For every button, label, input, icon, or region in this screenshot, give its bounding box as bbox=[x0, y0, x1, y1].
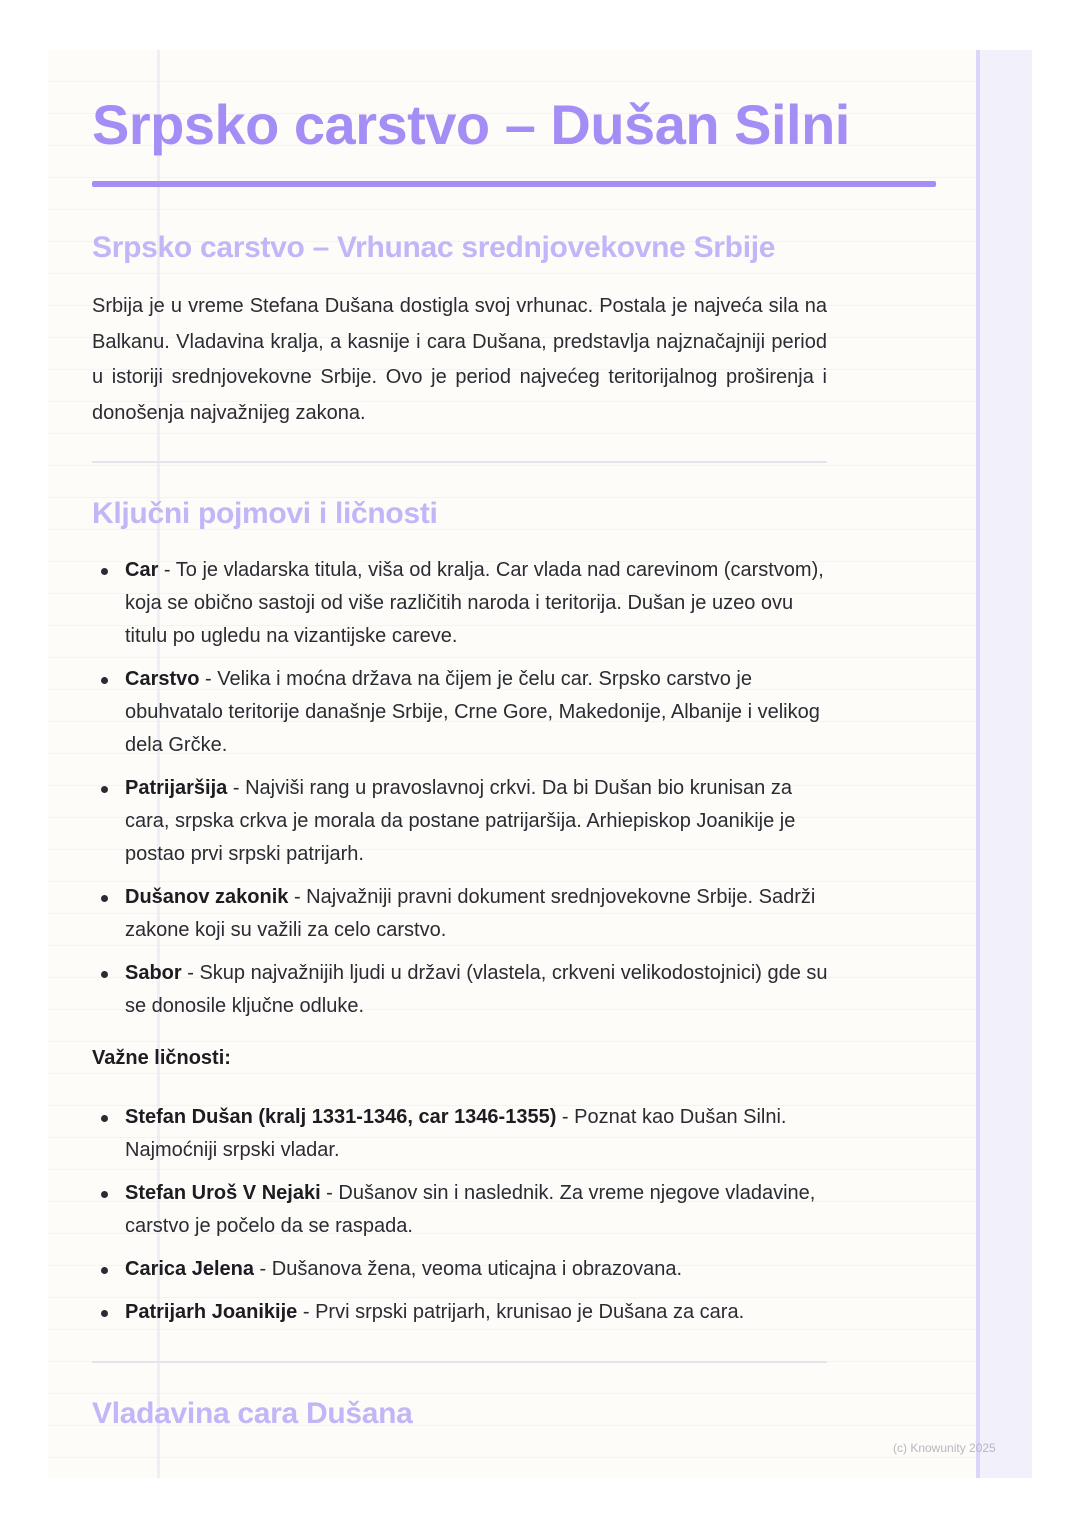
list-item bbox=[92, 881, 832, 947]
list-item-text: - Najviši rang u pravoslavnoj crkvi. Da bi Dušan bio krunisan za cara, srpska crkva je morala da postane patrijaršija. Arhiepiskop Joanikije je postao prvi srpski patrijarh. bbox=[125, 777, 796, 865]
list-item-text: - Skup najvažnijih ljudi u državi (vlastela, crkveni velikodostojnici) gde su se donosile ključne odluke. bbox=[125, 962, 828, 1017]
list-item-term: Patrijarh Joanikije bbox=[125, 1301, 298, 1323]
list-item-term: Sabor bbox=[125, 962, 182, 984]
list-item bbox=[92, 1101, 832, 1167]
people-subheading: Važne ličnosti: bbox=[92, 1047, 231, 1069]
section-heading-reign: Vladavina cara Dušana bbox=[92, 1397, 413, 1430]
page-title: Srpsko carstvo – Dušan Silni bbox=[92, 93, 850, 156]
list-item-text: - Poznat kao Dušan Silni. Najmoćniji srpski vladar. bbox=[125, 1106, 787, 1161]
list-item bbox=[92, 1253, 832, 1286]
section-heading-concepts: Ključni pojmovi i ličnosti bbox=[92, 497, 438, 530]
list-item-term: Carica Jelena bbox=[125, 1258, 254, 1280]
list-item bbox=[92, 554, 832, 653]
list-item-term: Stefan Dušan (kralj 1331-1346, car 1346-1355) bbox=[125, 1106, 557, 1128]
concepts-list bbox=[92, 554, 832, 1033]
right-page-edge bbox=[976, 50, 1032, 1478]
list-item-term: Dušanov zakonik bbox=[125, 886, 289, 908]
list-item-text: - Prvi srpski patrijarh, krunisao je Dušana za cara. bbox=[297, 1301, 745, 1323]
section-divider bbox=[92, 1361, 827, 1363]
copyright-footer: (c) Knowunity 2025 bbox=[893, 1441, 996, 1455]
list-item bbox=[92, 772, 832, 871]
list-item bbox=[92, 663, 832, 762]
list-item-term: Carstvo bbox=[125, 668, 200, 690]
list-item-text: - Dušanov sin i naslednik. Za vreme njegove vladavine, carstvo je počelo da se raspada. bbox=[125, 1182, 816, 1237]
intro-paragraph: Srbija je u vreme Stefana Dušana dostigla svoj vrhunac. Postala je najveća sila na Balkanu. Vladavina kralja, a kasnije i cara Dušana, predstavlja najznačajniji period u istoriji srednjovekovne Srbije. Ovo je period najvećeg teritorijalnog proširenja i donošenja najvažnijeg zakona. bbox=[92, 295, 827, 424]
section-heading-intro: Srpsko carstvo – Vrhunac srednjovekovne Srbije bbox=[92, 231, 776, 264]
list-item-text: - Najvažniji pravni dokument srednjovekovne Srbije. Sadrži zakone koji su važili za celo carstvo. bbox=[125, 886, 816, 941]
title-underline bbox=[92, 181, 936, 187]
list-item-term: Car bbox=[125, 559, 159, 581]
list-item-term: Patrijaršija bbox=[125, 777, 228, 799]
list-item bbox=[92, 1177, 832, 1243]
section-divider bbox=[92, 461, 827, 463]
list-item-text: - Dušanova žena, veoma uticajna i obrazovana. bbox=[253, 1258, 683, 1280]
people-list bbox=[92, 1101, 832, 1339]
list-item bbox=[92, 1296, 832, 1329]
list-item-text: - Velika i moćna država na čijem je čelu car. Srpsko carstvo je obuhvatalo teritorije današnje Srbije, Crne Gore, Makedonije, Albanije i velikog dela Grčke. bbox=[125, 668, 820, 756]
list-item bbox=[92, 957, 832, 1023]
list-item-term: Stefan Uroš V Nejaki bbox=[125, 1182, 321, 1204]
list-item-text: - To je vladarska titula, viša od kralja. Car vlada nad carevinom (carstvom), koja se obično sastoji od više različitih naroda i teritorija. Dušan je uzeo ovu titulu po ugledu na vizantijske careve. bbox=[125, 559, 824, 647]
